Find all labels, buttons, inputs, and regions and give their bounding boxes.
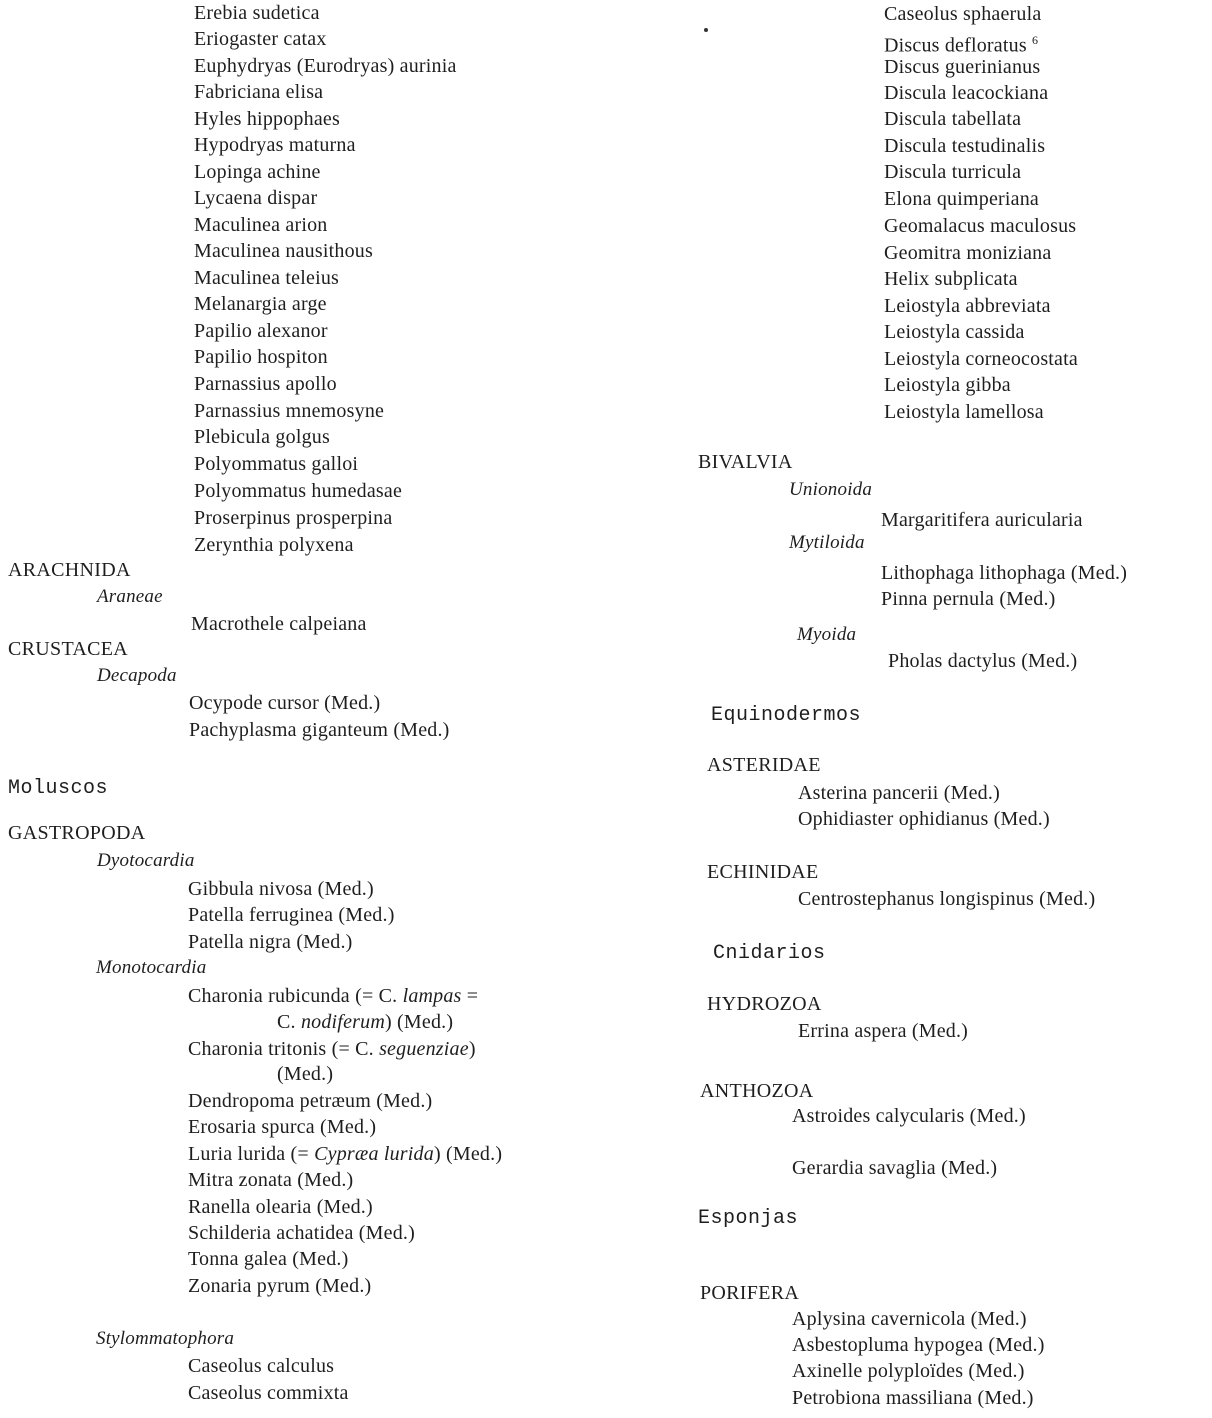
phylum-heading-cnidarios: Cnidarios: [713, 942, 826, 965]
species-name: Mitra zonata (Med.): [188, 1169, 354, 1191]
species-name: [188, 1036, 476, 1062]
species-name: Melanargia arge: [194, 293, 327, 315]
species-name: Maculinea arion: [194, 214, 328, 236]
species-name: Aplysina cavernicola (Med.): [792, 1308, 1027, 1330]
species-name: Parnassius apollo: [194, 373, 337, 395]
species-name-continuation: [277, 1009, 453, 1035]
print-speck: [704, 28, 708, 32]
phylum-heading-moluscos: Moluscos: [8, 777, 109, 800]
synonym-text: lampas: [402, 985, 462, 1007]
species-name: Axinelle polyploïdes (Med.): [792, 1360, 1025, 1382]
species-name: Asbestopluma hypogea (Med.): [792, 1334, 1045, 1356]
species-name: Helix subplicata: [884, 268, 1018, 290]
species-name: Lithophaga lithophaga (Med.): [881, 562, 1128, 584]
species-name: Centrostephanus longispinus (Med.): [798, 888, 1096, 910]
species-name: Polyommatus galloi: [194, 453, 359, 475]
species-name: Discus guerinianus: [884, 56, 1041, 78]
species-name: Schilderia achatidea (Med.): [188, 1222, 415, 1244]
species-name: Maculinea teleius: [194, 267, 340, 289]
species-name: Leiostyla gibba: [884, 374, 1011, 396]
species-name: [188, 983, 478, 1009]
species-name: Plebicula golgus: [194, 426, 330, 448]
species-text: Charonia rubicunda (= C.: [188, 985, 403, 1007]
species-name: Parnassius mnemosyne: [194, 400, 385, 422]
class-heading-porifera: PORIFERA: [700, 1282, 800, 1304]
species-name: Ranella olearia (Med.): [188, 1196, 373, 1218]
species-name: Gibbula nivosa (Med.): [188, 878, 374, 900]
species-name: Astroides calycularis (Med.): [792, 1105, 1026, 1127]
order-heading-stylommatophora: Stylommatophora: [96, 1328, 235, 1349]
species-name: Lycaena dispar: [194, 187, 318, 209]
class-heading-crustacea: CRUSTACEA: [8, 638, 129, 660]
order-heading-unionoida: Unionoida: [789, 479, 873, 500]
species-text: ) (Med.): [433, 1143, 503, 1165]
synonym-text: Cypræa lurida: [314, 1143, 434, 1165]
species-name: Leiostyla cassida: [884, 321, 1025, 343]
species-name: Petrobiona massiliana (Med.): [792, 1387, 1034, 1409]
species-name: Patella nigra (Med.): [188, 931, 353, 953]
synonym-text: nodiferum: [300, 1011, 385, 1033]
species-name: Hypodryas maturna: [194, 134, 356, 156]
synonym-text: seguenziae: [379, 1038, 469, 1060]
species-name: Euphydryas (Eurodryas) aurinia: [194, 55, 457, 77]
species-text: Discus defloratus: [884, 34, 1027, 57]
class-heading-anthozoa: ANTHOZOA: [700, 1080, 814, 1102]
species-name: Discula testudinalis: [884, 135, 1046, 157]
order-heading-myoida: Myoida: [797, 624, 857, 645]
synonym-text: C.: [277, 1011, 301, 1033]
class-heading-echinidae: ECHINIDAE: [707, 861, 819, 883]
species-name: Leiostyla abbreviata: [884, 295, 1051, 317]
species-name: Polyommatus humedasae: [194, 480, 403, 502]
species-text: ): [468, 1038, 476, 1060]
order-heading-dyotocardia: Dyotocardia: [97, 850, 195, 871]
species-name: Macrothele calpeiana: [191, 613, 367, 635]
species-name: Tonna galea (Med.): [188, 1248, 349, 1270]
species-name: Discula tabellata: [884, 108, 1022, 130]
order-heading-monotocardia: Monotocardia: [96, 957, 207, 978]
species-name: Leiostyla corneocostata: [884, 348, 1078, 370]
species-name: Pholas dactylus (Med.): [888, 650, 1078, 672]
species-name: Elona quimperiana: [884, 188, 1040, 210]
class-heading-arachnida: ARACHNIDA: [8, 559, 131, 581]
species-name: Lopinga achine: [194, 161, 321, 183]
species-name: Discula turricula: [884, 161, 1022, 183]
species-name: Caseolus sphaerula: [884, 3, 1042, 25]
species-text: Luria lurida (=: [188, 1143, 315, 1165]
species-text: =: [461, 985, 479, 1007]
species-name: Patella ferruginea (Med.): [188, 904, 395, 926]
species-name: Discula leacockiana: [884, 82, 1049, 104]
species-name: Papilio alexanor: [194, 320, 328, 342]
species-name: Pachyplasma giganteum (Med.): [189, 719, 450, 741]
species-name: Zerynthia polyxena: [194, 534, 354, 556]
species-name: [188, 1141, 502, 1167]
species-name: Gerardia savaglia (Med.): [792, 1157, 998, 1179]
species-name: Geomitra moniziana: [884, 242, 1052, 264]
order-heading-decapoda: Decapoda: [97, 665, 177, 686]
order-heading-mytiloida: Mytiloida: [789, 532, 865, 553]
class-heading-hydrozoa: HYDROZOA: [707, 993, 822, 1015]
species-name: Fabriciana elisa: [194, 81, 324, 103]
species-text: Charonia tritonis (= C.: [188, 1038, 380, 1060]
species-name: Pinna pernula (Med.): [881, 588, 1056, 610]
class-heading-asteridae: ASTERIDAE: [707, 754, 821, 776]
species-name: Maculinea nausithous: [194, 240, 373, 262]
species-name: Asterina pancerii (Med.): [798, 782, 1000, 804]
species-text: ) (Med.): [384, 1011, 454, 1033]
species-name: Zonaria pyrum (Med.): [188, 1275, 372, 1297]
species-name: Erebia sudetica: [194, 2, 320, 24]
species-name: Ocypode cursor (Med.): [189, 692, 381, 714]
species-name: Hyles hippophaes: [194, 108, 340, 130]
species-name: Proserpinus prosperpina: [194, 507, 393, 529]
species-name: Geomalacus maculosus: [884, 215, 1077, 237]
class-heading-bivalvia: BIVALVIA: [698, 451, 793, 473]
species-name-continuation: (Med.): [277, 1063, 334, 1085]
species-name: Ophidiaster ophidianus (Med.): [798, 808, 1050, 830]
class-heading-gastropoda: GASTROPODA: [8, 822, 146, 844]
species-name: Erosaria spurca (Med.): [188, 1116, 377, 1138]
phylum-heading-equinodermos: Equinodermos: [711, 704, 862, 727]
species-name: Dendropoma petræum (Med.): [188, 1090, 433, 1112]
order-heading-araneae: Araneae: [97, 586, 163, 607]
species-name: Papilio hospiton: [194, 346, 328, 368]
species-name: Caseolus commixta: [188, 1382, 349, 1404]
species-name: Margaritifera auricularia: [881, 509, 1083, 531]
species-name: Leiostyla lamellosa: [884, 401, 1044, 423]
footnote-marker: 6: [1032, 33, 1039, 47]
species-name: Eriogaster catax: [194, 28, 327, 50]
phylum-heading-esponjas: Esponjas: [698, 1207, 799, 1230]
species-name: Errina aspera (Med.): [798, 1020, 969, 1042]
species-name: Caseolus calculus: [188, 1355, 335, 1377]
